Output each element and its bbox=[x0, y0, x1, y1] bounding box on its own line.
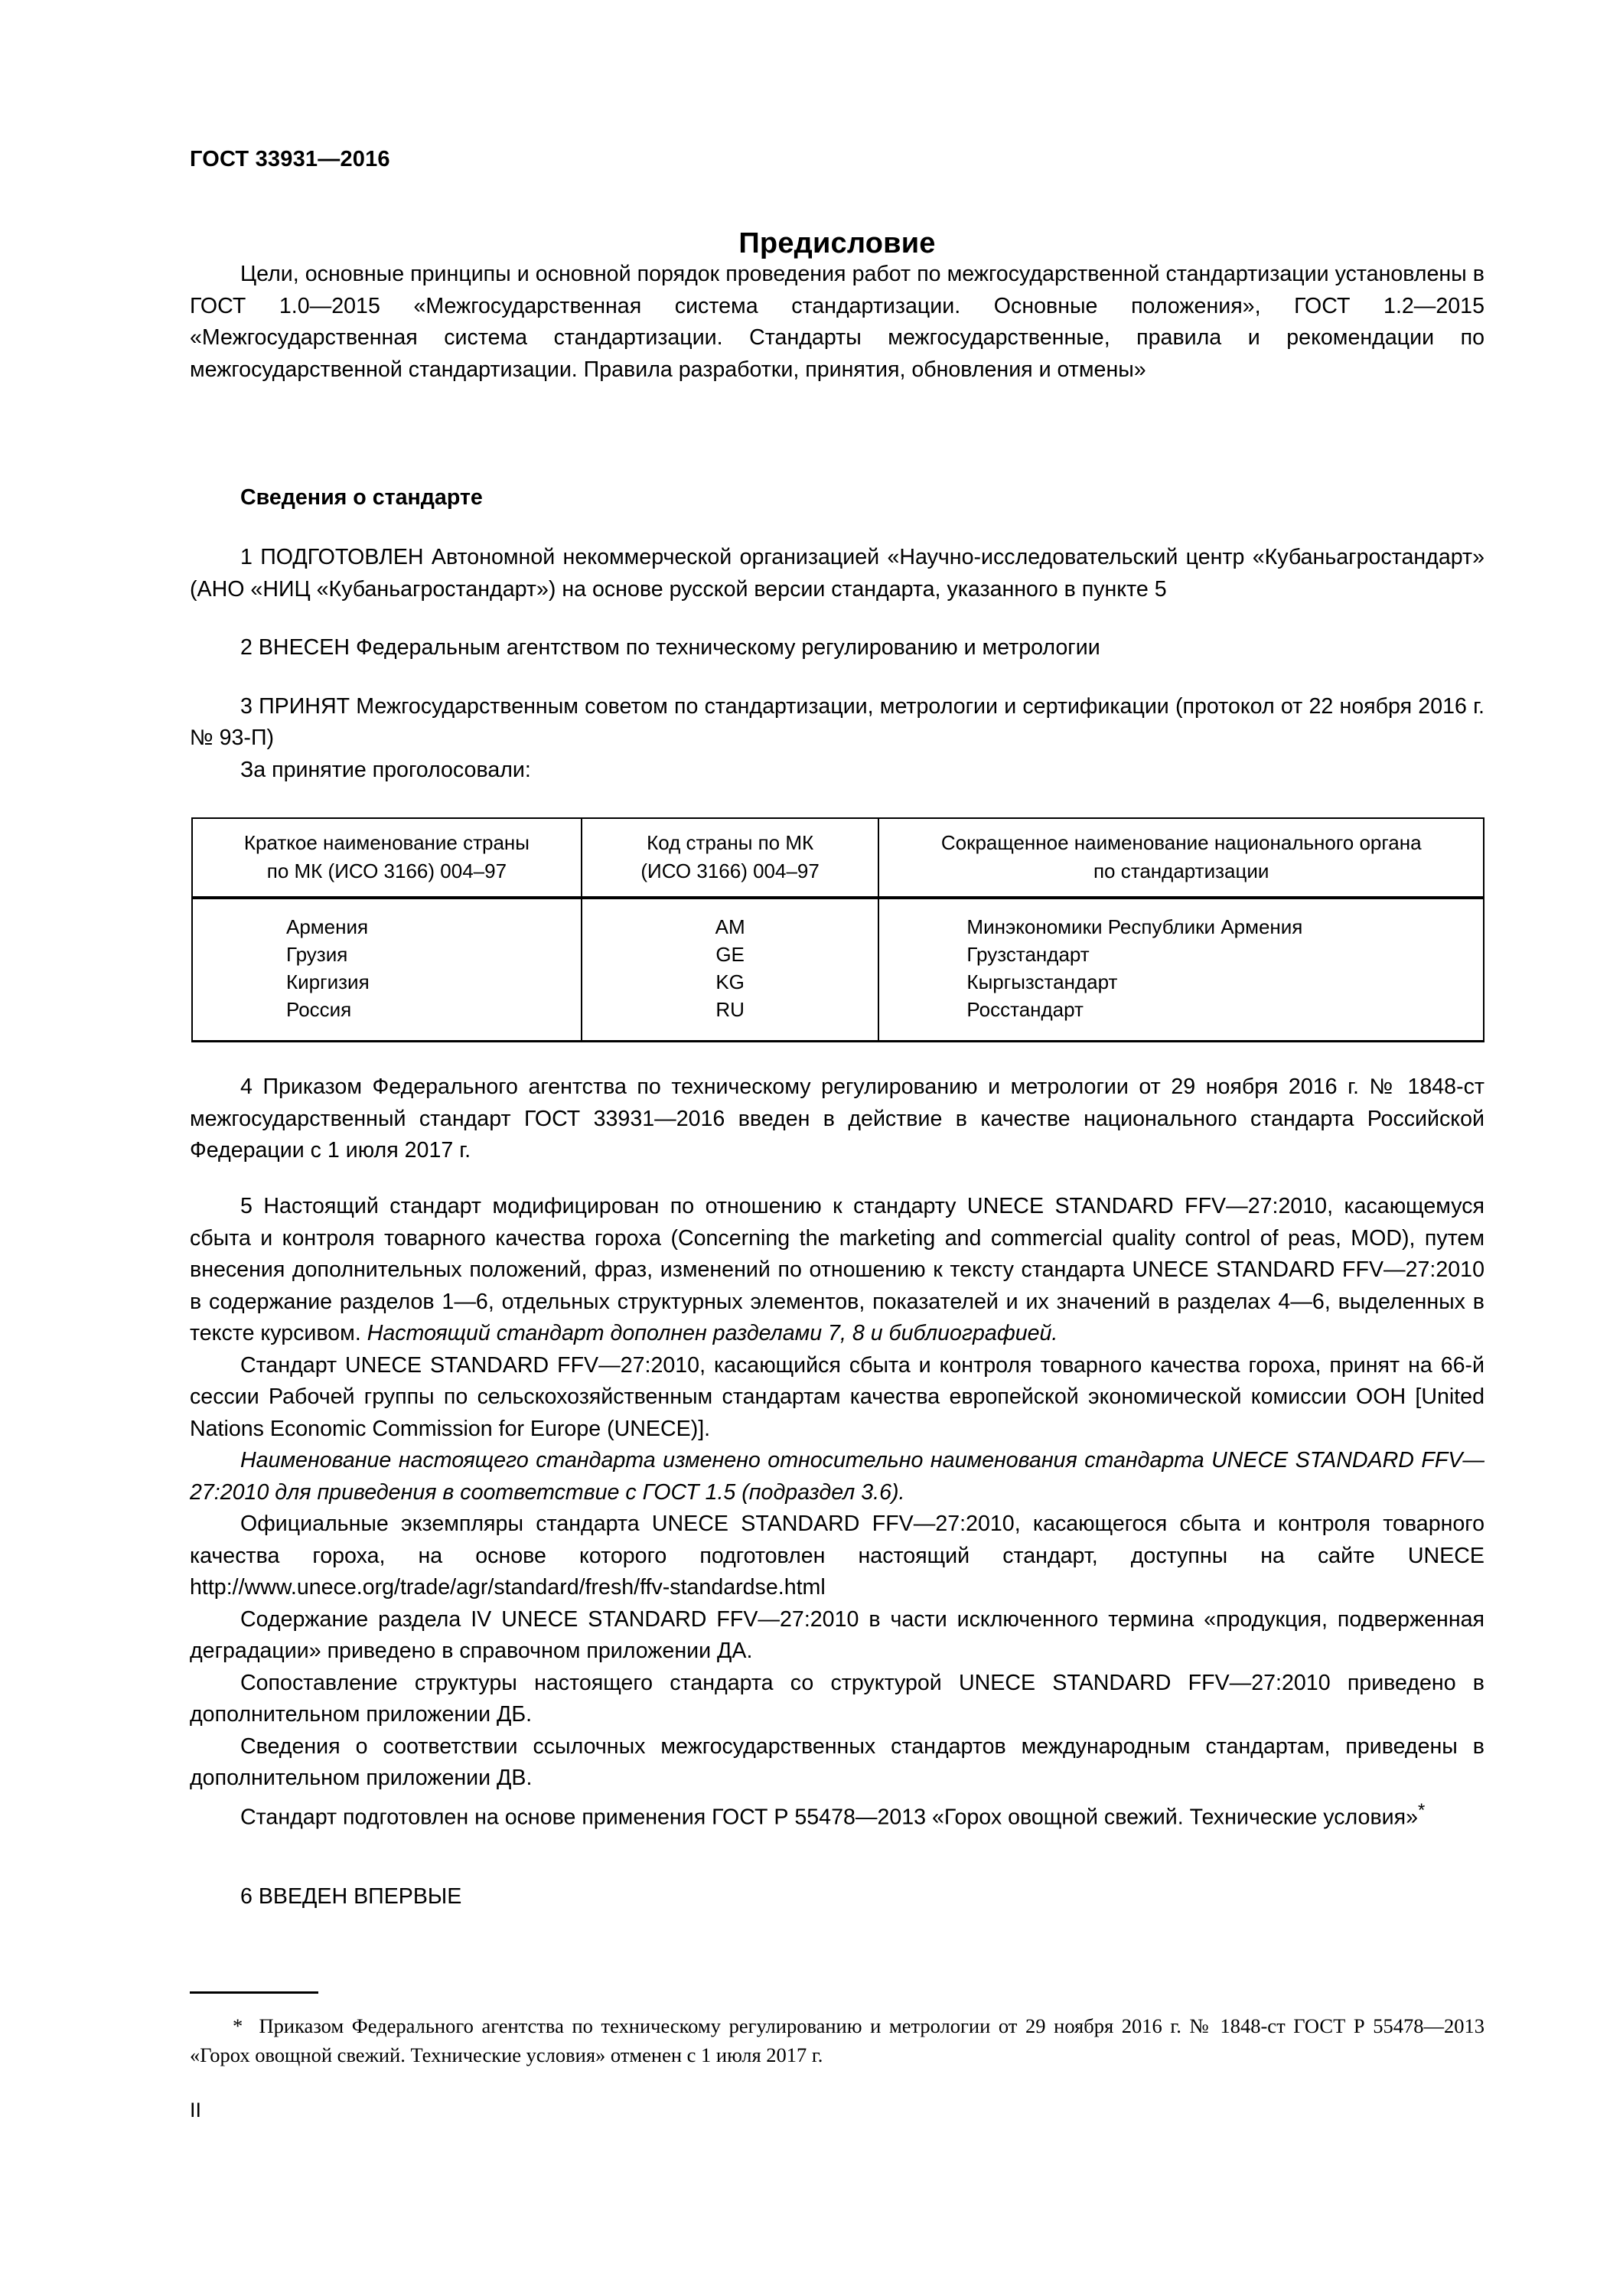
table-header-body bbox=[878, 818, 1484, 898]
table-head bbox=[192, 818, 1484, 898]
table-header-country bbox=[192, 818, 582, 898]
standard-item-5-paragraph-7: Сведения о соответствии ссылочных межгосударственных стандартов международным стандартам, приведены в дополнительном приложении ДВ. bbox=[190, 1733, 1484, 1790]
table-row bbox=[192, 898, 1484, 1042]
running-head: ГОСТ 33931—2016 bbox=[190, 147, 390, 171]
table-header-code bbox=[582, 818, 879, 898]
table-header-code-line2: (ИСО 3166) 004–97 bbox=[640, 859, 820, 882]
footnote-text: Приказом Федерального агентства по техническому регулированию и метрологии от 29 ноября 2016 г. № 1848-ст ГОСТ Р 55478—2013 «Горох овощной свежий. Технические условия» отменен с 1 июля 2017 г. bbox=[190, 2014, 1485, 2066]
standard-item-5-paragraph-3: Наименование настоящего стандарта изменено относительно наименования стандарта UNECE STANDARD FFV—27:2010 для приведения в соответствие с ГОСТ 1.5 (подраздел 3.6). bbox=[190, 1448, 1484, 1505]
footnote-block bbox=[190, 2011, 1484, 2069]
standard-info-items-1-3 bbox=[190, 542, 1484, 786]
table-row-code: AM bbox=[715, 915, 745, 938]
footnote-text-paragraph bbox=[190, 2011, 1484, 2069]
standard-item-5-paragraph-2: Стандарт UNECE STANDARD FFV—27:2010, касающийся сбыта и контроля товарного качества гороха, принят на 66-й сессии Рабочей группы по сельскохозяйственным стандартам качества европейской экономической комиссии ООН [United Nations Economic Commission for Europe (UNECE)]. bbox=[190, 1352, 1484, 1441]
standard-item-4-block bbox=[190, 1071, 1484, 1167]
table-row-country: Киргизия bbox=[286, 970, 370, 993]
voting-countries-table bbox=[191, 817, 1484, 1042]
intro-paragraph: Цели, основные принципы и основной порядок проведения работ по межгосударственной стандартизации установлены в ГОСТ 1.0—2015 «Межгосударственная система стандартизации. Основные положения», ГОСТ 1.2—2015 «Межгосударственная система стандартизации. Стандарты межгосударственные, правила и рекомендации по межгосударственной стандартизации. Правила разработки, принятия, обновления и отмены» bbox=[190, 262, 1484, 382]
table-row-body: Грузстандарт bbox=[966, 943, 1090, 966]
standard-item-3: 3 ПРИНЯТ Межгосударственным советом по стандартизации, метрологии и сертификации (протокол от 22 ноября 2016 г. № 93-П) bbox=[190, 693, 1484, 750]
standard-info-heading: Сведения о стандарте bbox=[240, 485, 483, 510]
footnote-reference-marker: * bbox=[1418, 1799, 1426, 1821]
table-header-code-line1: Код страны по МК bbox=[647, 831, 814, 854]
standard-info-heading-block bbox=[190, 482, 1484, 514]
standard-item-4: 4 Приказом Федерального агентства по техническому регулированию и метрологии от 29 ноября 2016 г. № 1848-ст межгосударственный стандарт ГОСТ 33931—2016 введен в действие в качестве национального стандарта Российской Федерации с 1 июля 2017 г. bbox=[190, 1075, 1484, 1163]
standard-item-5-block bbox=[190, 1191, 1484, 1834]
table-row-code: RU bbox=[715, 998, 745, 1021]
standard-item-5-paragraph-6: Сопоставление структуры настоящего стандарта со структурой UNECE STANDARD FFV—27:2010 приведено в дополнительном приложении ДБ. bbox=[190, 1670, 1484, 1727]
standard-item-6-block bbox=[190, 1881, 1484, 1913]
footnote-separator-rule bbox=[190, 1991, 318, 1994]
table-cell-codes bbox=[582, 898, 879, 1042]
standard-item-5-paragraph-8 bbox=[190, 1795, 1484, 1834]
standard-item-2: 2 ВНЕСЕН Федеральным агентством по техническому регулированию и метрологии bbox=[240, 635, 1100, 660]
table-row-country: Россия bbox=[286, 998, 352, 1021]
table-header-body-line2: по стандартизации bbox=[1093, 859, 1269, 882]
standard-item-5-text-1: 5 Настоящий стандарт модифицирован по отношению к стандарту UNECE STANDARD FFV—27:2010, касающемуся сбыта и контроля товарного качества гороха (Concerning the marketing and commercial quality control of peas, MOD), путем внесения дополнительных положений, фраз, изменений по отношению к тексту стандарта UNECE STANDARD FFV—27:2010 в содержание разделов 1—6, отдельных структурных элементов, показателей и их значений в разделах 4—6, выделенных в тексте курсивом. bbox=[190, 1194, 1484, 1345]
standard-item-6: 6 ВВЕДЕН ВПЕРВЫЕ bbox=[240, 1884, 462, 1909]
intro-block bbox=[190, 259, 1484, 386]
standard-item-5-italic-note: Настоящий стандарт дополнен разделами 7, 8 и библиографией. bbox=[367, 1321, 1058, 1345]
standard-item-5-paragraph-4: Официальные экземпляры стандарта UNECE STANDARD FFV—27:2010, касающегося сбыта и контроля товарного качества гороха, на основе которого подготовлен настоящий стандарт, доступны на сайте UNECE http://www.unece.org/trade/agr/standard/fresh/ffv-standardse.html bbox=[190, 1512, 1484, 1600]
table-row-code: KG bbox=[715, 970, 745, 993]
table-row-body: Минэкономики Республики Армения bbox=[966, 915, 1303, 938]
table-header-country-line1: Краткое наименование страны bbox=[243, 831, 530, 854]
table-cell-countries bbox=[192, 898, 582, 1042]
table-row-country: Грузия bbox=[286, 943, 348, 966]
vote-intro-text: За принятие проголосовали: bbox=[240, 757, 531, 782]
standard-item-5-text-8: Стандарт подготовлен на основе применения ГОСТ Р 55478—2013 «Горох овощной свежий. Технические условия» bbox=[240, 1805, 1418, 1830]
standard-item-5-paragraph-1 bbox=[190, 1191, 1484, 1350]
standard-item-1: 1 ПОДГОТОВЛЕН Автономной некоммерческой организацией «Научно-исследовательский центр «Кубаньагростандарт» (АНО «НИЦ «Кубаньагростандарт») на основе русской версии стандарта, указанного в пункте 5 bbox=[190, 545, 1484, 602]
table-body bbox=[192, 898, 1484, 1042]
table-header-country-line2: по МК (ИСО 3166) 004–97 bbox=[266, 859, 507, 882]
table-row-body: Кыргызстандарт bbox=[966, 970, 1118, 993]
table-row-country: Армения bbox=[286, 915, 369, 938]
table-row-body: Росстандарт bbox=[966, 998, 1084, 1021]
footnote-marker: * bbox=[233, 2014, 243, 2037]
page-number: II bbox=[190, 2099, 202, 2122]
table-row-code: GE bbox=[715, 943, 745, 966]
table-cell-bodies bbox=[878, 898, 1484, 1042]
table-header-body-line1: Сокращенное наименование национального органа bbox=[940, 831, 1422, 854]
standard-item-5-paragraph-5: Содержание раздела IV UNECE STANDARD FFV—27:2010 в части исключенного термина «продукция, подверженная деградации» приведено в справочном приложении ДА. bbox=[190, 1606, 1484, 1663]
table-header-row bbox=[192, 818, 1484, 898]
page-title: Предисловие bbox=[738, 227, 936, 260]
